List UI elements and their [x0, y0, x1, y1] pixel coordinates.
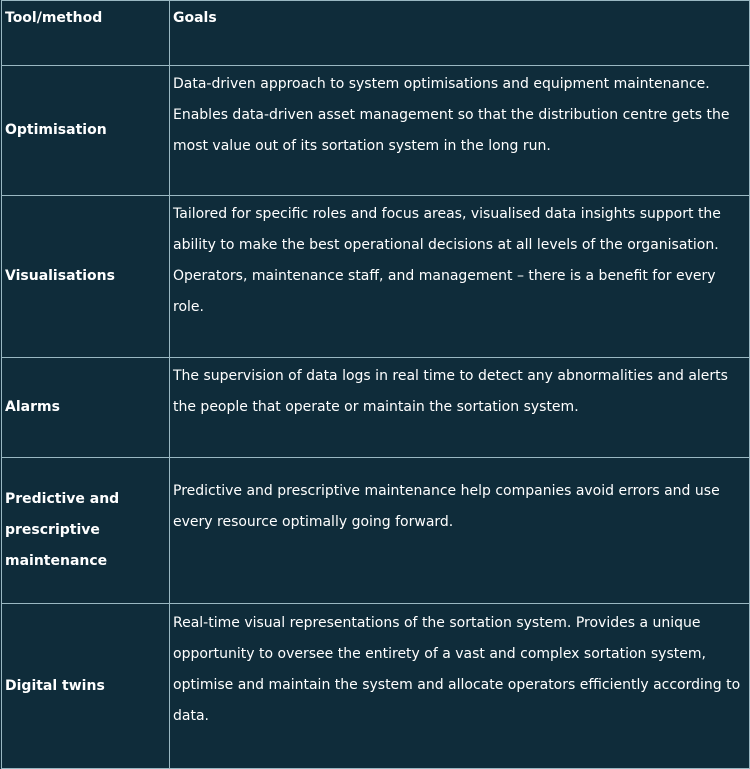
tool-cell: Visualisations: [2, 196, 170, 358]
table-row: [2, 66, 750, 196]
goal-cell: Real-time visual representations of the sortation system. Provides a unique opportunity to oversee the entirety of a vast and complex sortation system, optimise and maintain the system and allocate operators efficiently according to data.: [170, 604, 750, 769]
table-row: [2, 604, 750, 769]
tool-cell: Alarms: [2, 358, 170, 458]
table-row: [2, 458, 750, 604]
table-row: [2, 196, 750, 358]
goal-cell: The supervision of data logs in real time to detect any abnormalities and alerts the people that operate or maintain the sortation system.: [170, 358, 750, 458]
table-row: [2, 358, 750, 458]
goal-cell: Data-driven approach to system optimisations and equipment maintenance. Enables data-driven asset management so that the distribution centre gets the most value out of its sortation system in the long run.: [170, 66, 750, 196]
goal-cell: Predictive and prescriptive maintenance help companies avoid errors and use every resource optimally going forward.: [170, 458, 750, 604]
goal-cell: Tailored for specific roles and focus areas, visualised data insights support the ability to make the best operational decisions at all levels of the organisation. Operators, maintenance staff, and management – there is a benefit for every role.: [170, 196, 750, 358]
header-goals: Goals: [170, 1, 750, 66]
tool-cell: Predictive and prescriptive maintenance: [2, 458, 170, 604]
tools-goals-table: [1, 0, 750, 769]
table-header-row: [2, 1, 750, 66]
tool-cell: Optimisation: [2, 66, 170, 196]
header-tool-method: Tool/method: [2, 1, 170, 66]
tool-cell: Digital twins: [2, 604, 170, 769]
